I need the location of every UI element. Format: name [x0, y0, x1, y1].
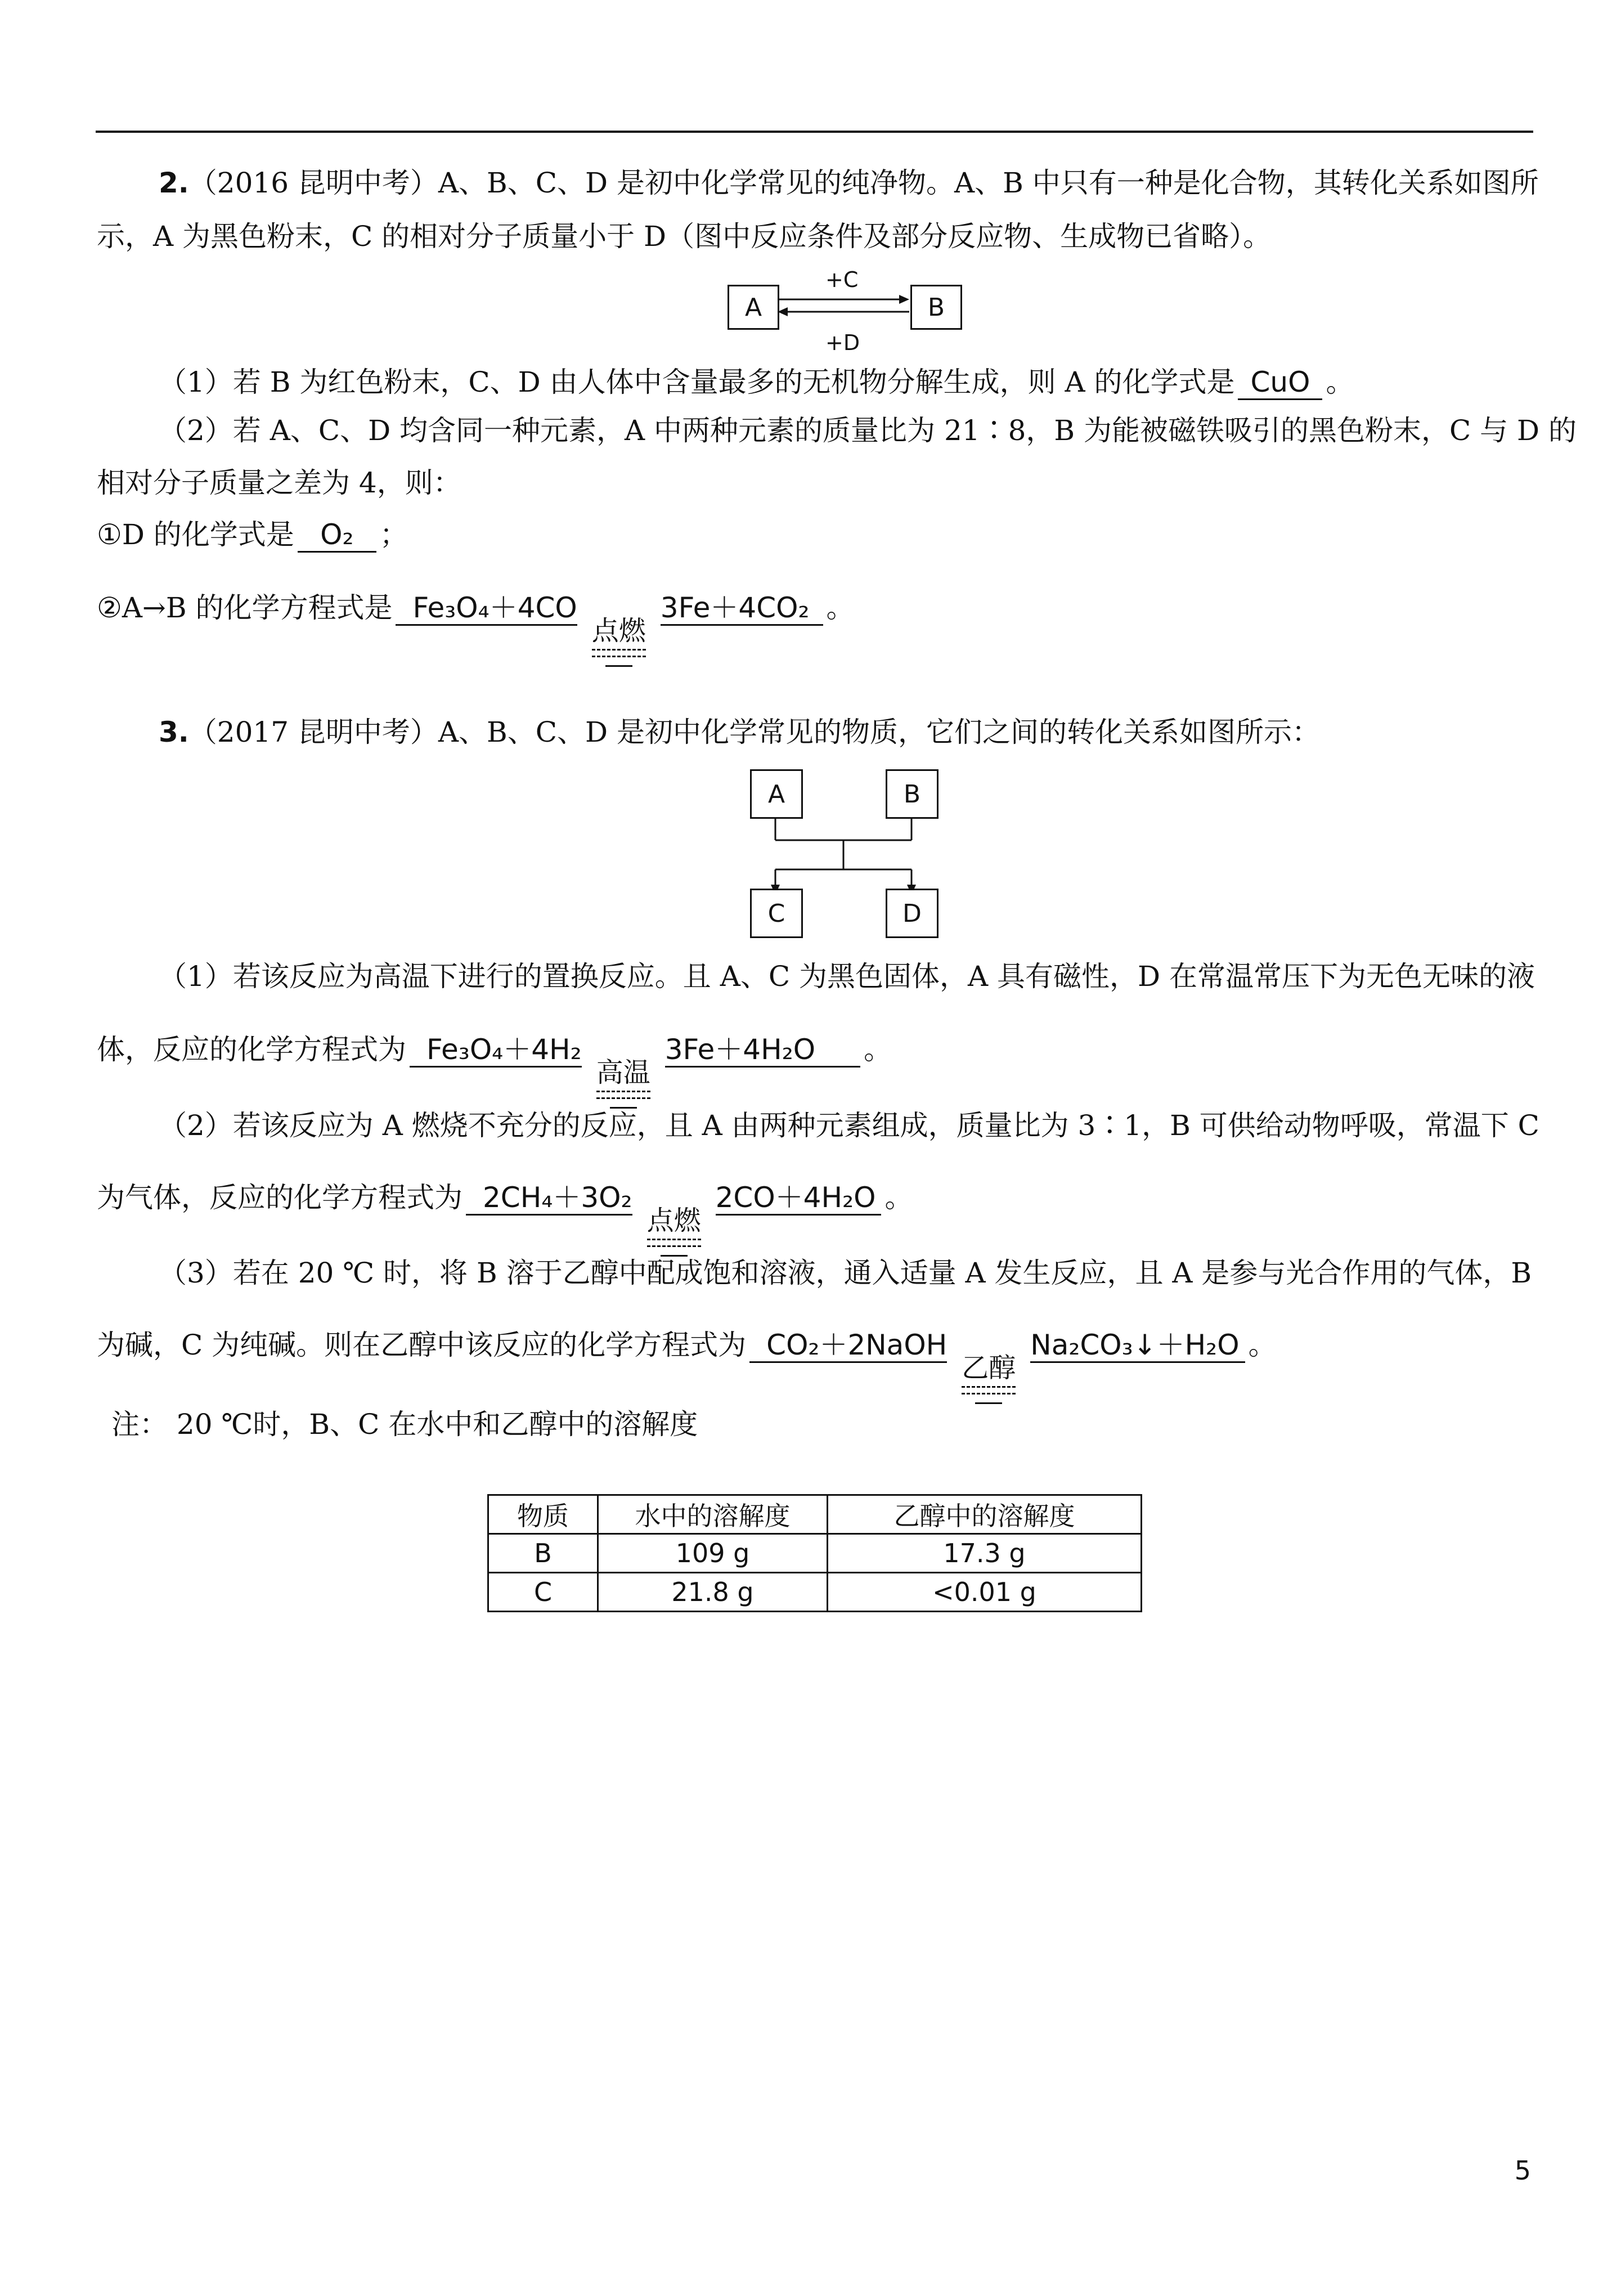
- q3-part-1-left: Fe₃O₄＋4H₂: [410, 1035, 582, 1068]
- q3-part-2-right: 2CO＋4H₂O: [716, 1183, 882, 1216]
- table-cell: <0.01 g: [828, 1573, 1142, 1612]
- q2-sub-2-right: 3Fe＋4CO₂: [661, 594, 823, 626]
- page-number: 5: [1514, 2155, 1531, 2186]
- q3-line-1: [159, 718, 1320, 746]
- solubility-table: [487, 1494, 1142, 1612]
- q3-part-3-line-1: （3）若在 20 ℃ 时，将 B 溶于乙醇中配成饱和溶液，通入适量 A 发生反应，且 A 是参与光合作用的气体，B: [159, 1257, 1532, 1289]
- q2-box-a: A: [728, 285, 779, 330]
- q3-part-1-text: 体，反应的化学方程式为: [97, 1033, 406, 1066]
- q3-part-3-end: 。: [1248, 1329, 1277, 1361]
- q2-part-1: [159, 368, 1354, 400]
- table-header-row: [488, 1495, 1142, 1534]
- q2-sub-1-answer: O₂: [298, 521, 376, 553]
- q3-part-1-right: 3Fe＋4H₂O: [665, 1035, 860, 1068]
- q3-part-2-line-1: （2）若该反应为 A 燃烧不充分的反应，且 A 由两种元素组成，质量比为 3∶1，B 可供给动物呼吸，常温下 C: [159, 1109, 1539, 1142]
- q3-part-3-condition-text: 乙醇: [962, 1352, 1016, 1384]
- q2-sub-1-text: ①D 的化学式是: [97, 518, 294, 551]
- q3-part-3-condition: [962, 1352, 1016, 1404]
- q2-sub-2: [97, 591, 855, 667]
- q2-stem-1: （2016 昆明中考）A、B、C、D 是初中化学常见的纯净物。A、B 中只有一种是化合物，其转化关系如图所: [188, 167, 1539, 199]
- q3-part-3-text: 为碱，C 为纯碱。则在乙醇中该反应的化学方程式为: [97, 1329, 747, 1361]
- table-header-cell: 物质: [488, 1495, 598, 1534]
- q2-part-2-line-2: 相对分子质量之差为 4，则：: [97, 467, 461, 499]
- q2-number: 2.: [159, 167, 189, 199]
- q2-sub-1-end: ；: [379, 518, 408, 551]
- table-cell: C: [488, 1573, 598, 1612]
- q2-box-b: B: [910, 285, 962, 330]
- q3-part-1-condition: [596, 1059, 650, 1109]
- table-cell: 109 g: [598, 1534, 828, 1573]
- q3-part-2-condition-text: 点燃: [646, 1205, 701, 1236]
- q3-part-2-left: 2CH₄＋3O₂: [466, 1183, 632, 1216]
- q2-arrowhead-back: [778, 307, 788, 316]
- q3-part-3-line-2: [97, 1331, 1277, 1404]
- q2-sub-2-condition: [592, 617, 646, 667]
- table-row: [488, 1534, 1142, 1573]
- table-header-cell: 乙醇中的溶解度: [828, 1495, 1142, 1534]
- q3-part-2-condition: [647, 1207, 701, 1257]
- q3-part-2-end: 。: [884, 1181, 913, 1214]
- q2-sub-2-left: Fe₃O₄＋4CO: [396, 594, 577, 626]
- q3-part-1-line-1: （1）若该反应为高温下进行的置换反应。且 A、C 为黑色固体，A 具有磁性，D 在常温常压下为无色无味的液: [159, 960, 1535, 993]
- q3-part-3-left: CO₂＋2NaOH: [749, 1331, 947, 1363]
- q3-part-1-line-2: [97, 1035, 892, 1109]
- q3-part-2-line-2: [97, 1183, 913, 1257]
- q2-sub-2-condition-text: 点燃: [591, 615, 646, 647]
- q2-part-1-answer: CuO: [1238, 368, 1322, 400]
- table-row: [488, 1573, 1142, 1612]
- table-cell: B: [488, 1534, 598, 1573]
- q3-part-1-end: 。: [864, 1033, 892, 1066]
- q3-part-3-right: Na₂CO₃↓＋H₂O: [1030, 1331, 1245, 1363]
- q2-arrow-bottom-label: +D: [825, 330, 860, 355]
- q3-part-1-condition-text: 高温: [596, 1057, 650, 1088]
- q2-part-2-line-1: （2）若 A、C、D 均含同一种元素，A 中两种元素的质量比为 21∶8，B 为能被磁铁吸引的黑色粉末，C 与 D 的: [159, 414, 1577, 447]
- q3-note: 注： 20 ℃时，B、C 在水中和乙醇中的溶解度: [111, 1408, 698, 1441]
- q2-sub-1: [97, 518, 408, 553]
- q2-sub-2-text: ②A→B 的化学方程式是: [97, 591, 393, 624]
- q3-stem: （2017 昆明中考）A、B、C、D 是初中化学常见的物质，它们之间的转化关系如图所示：: [188, 716, 1321, 748]
- q2-sub-2-end: 。: [826, 591, 855, 624]
- q2-arrowhead-forward: [899, 295, 909, 304]
- table-cell: 21.8 g: [598, 1573, 828, 1612]
- q3-part-2-text: 为气体，反应的化学方程式为: [97, 1181, 462, 1214]
- q2-line-2: 示，A 为黑色粉末，C 的相对分子质量小于 D（图中反应条件及部分反应物、生成物已省略）。: [97, 220, 1272, 253]
- q3-box-d: D: [886, 889, 939, 938]
- q3-box-a: A: [750, 769, 803, 819]
- table-cell: 17.3 g: [828, 1534, 1142, 1573]
- q3-box-c: C: [750, 889, 803, 938]
- q2-arrow-top-label: +C: [825, 267, 859, 292]
- q3-box-b: B: [886, 769, 939, 819]
- q2-part-1-text: （1）若 B 为红色粉末，C、D 由人体中含量最多的无机物分解生成，则 A 的化学式是: [159, 366, 1235, 398]
- q2-part-1-end: 。: [1326, 366, 1354, 398]
- table-header-cell: 水中的溶解度: [598, 1495, 828, 1534]
- q3-number: 3.: [159, 716, 189, 748]
